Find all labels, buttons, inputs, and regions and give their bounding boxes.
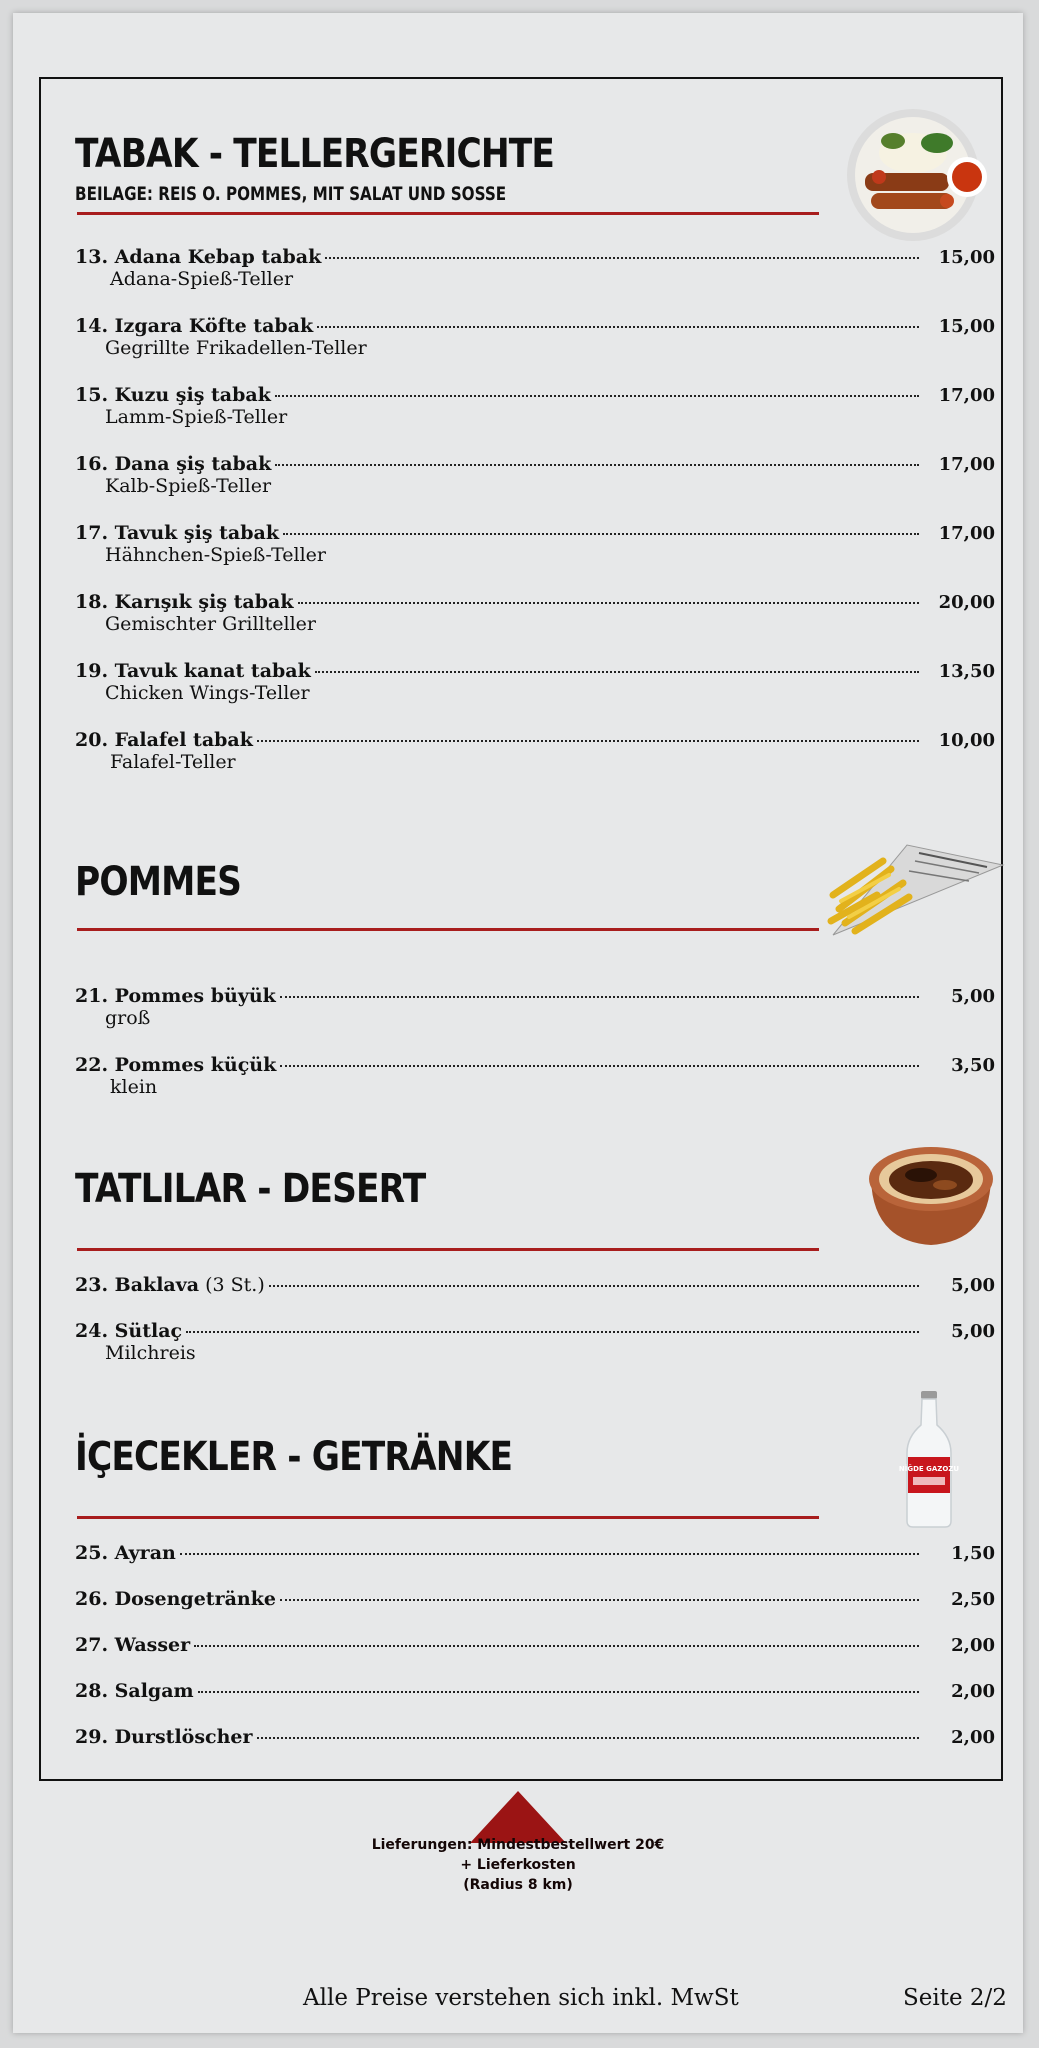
item-name: 29. Durstlöscher bbox=[75, 1726, 253, 1748]
bottle-label-text: NİĞDE GAZOZU bbox=[899, 1465, 959, 1473]
dot-leader bbox=[186, 1331, 919, 1333]
menu-item bbox=[75, 729, 995, 773]
menu-item bbox=[75, 315, 995, 359]
item-price: 2,00 bbox=[951, 1681, 995, 1702]
dot-leader bbox=[315, 671, 919, 673]
menu-item bbox=[75, 1274, 995, 1296]
item-price: 2,00 bbox=[951, 1727, 995, 1748]
menu-item bbox=[75, 1320, 995, 1364]
dot-leader bbox=[257, 1737, 919, 1739]
item-name: 23. Baklava bbox=[75, 1274, 200, 1296]
dot-leader bbox=[298, 602, 920, 604]
menu-item bbox=[75, 384, 995, 428]
item-subtitle: Lamm-Spieß-Teller bbox=[105, 406, 288, 428]
section-title-tabak: TABAK - TELLERGERICHTE bbox=[75, 131, 555, 177]
item-subtitle: Chicken Wings-Teller bbox=[105, 682, 310, 704]
menu-item bbox=[75, 591, 995, 635]
dot-leader bbox=[283, 533, 919, 535]
menu-item bbox=[75, 453, 995, 497]
item-subtitle: Adana-Spieß-Teller bbox=[110, 268, 294, 290]
dot-leader bbox=[257, 740, 919, 742]
fries-cone-image bbox=[819, 839, 1005, 949]
dot-leader bbox=[325, 257, 919, 259]
item-subtitle: klein bbox=[110, 1076, 158, 1098]
item-subtitle: Gegrillte Frikadellen-Teller bbox=[105, 337, 367, 359]
item-price: 20,00 bbox=[938, 592, 995, 613]
rice-pudding-image bbox=[863, 1139, 999, 1251]
dot-leader bbox=[275, 395, 919, 397]
dot-leader bbox=[280, 996, 919, 998]
menu-item bbox=[75, 985, 995, 1029]
item-price: 2,00 bbox=[951, 1635, 995, 1656]
section-title-pommes: POMMES bbox=[75, 859, 242, 905]
item-name: 16. Dana şiş tabak bbox=[75, 453, 272, 475]
item-subtitle: groß bbox=[105, 1007, 151, 1029]
dot-leader bbox=[198, 1691, 919, 1693]
item-price: 17,00 bbox=[938, 385, 995, 406]
item-price: 5,00 bbox=[951, 1275, 995, 1296]
item-name: 24. Sütlaç bbox=[75, 1320, 183, 1342]
section-subtitle-tabak: BEILAGE: REIS O. POMMES, MIT SALAT UND SOSSE bbox=[75, 183, 507, 205]
bottle-image bbox=[899, 1389, 959, 1529]
item-subtitle: Gemischter Grillteller bbox=[105, 613, 316, 635]
kebab-plate-image bbox=[839, 105, 991, 245]
dot-leader bbox=[275, 464, 919, 466]
section-rule-tabak bbox=[77, 212, 819, 215]
section-title-icecekler: İÇECEKLER - GETRÄNKE bbox=[75, 1434, 513, 1480]
item-subtitle: Kalb-Spieß-Teller bbox=[105, 475, 272, 497]
dot-leader bbox=[280, 1065, 919, 1067]
item-name: 26. Dosengetränke bbox=[75, 1588, 276, 1610]
item-name: 13. Adana Kebap tabak bbox=[75, 246, 322, 268]
item-price: 17,00 bbox=[938, 523, 995, 544]
item-name: 14. Izgara Köfte tabak bbox=[75, 315, 314, 337]
menu-item bbox=[75, 1680, 995, 1702]
item-extra: (3 St.) bbox=[205, 1274, 265, 1296]
item-name: 20. Falafel tabak bbox=[75, 729, 253, 751]
price-note: Alle Preise verstehen sich inkl. MwSt bbox=[303, 1985, 739, 2011]
item-name: 22. Pommes küçük bbox=[75, 1054, 277, 1076]
item-price: 5,00 bbox=[951, 986, 995, 1007]
menu-item bbox=[75, 1588, 995, 1610]
dot-leader bbox=[269, 1285, 919, 1287]
item-subtitle: Milchreis bbox=[105, 1342, 196, 1364]
dot-leader bbox=[280, 1599, 919, 1601]
dot-leader bbox=[317, 326, 919, 328]
menu-item bbox=[75, 1726, 995, 1748]
menu-item bbox=[75, 246, 995, 290]
item-name: 19. Tavuk kanat tabak bbox=[75, 660, 311, 682]
item-name: 21. Pommes büyük bbox=[75, 985, 276, 1007]
item-price: 1,50 bbox=[951, 1543, 995, 1564]
item-name: 28. Salgam bbox=[75, 1680, 194, 1702]
menu-page bbox=[13, 13, 1023, 2033]
menu-item bbox=[75, 1054, 995, 1098]
item-subtitle: Hähnchen-Spieß-Teller bbox=[105, 544, 327, 566]
dot-leader bbox=[180, 1553, 919, 1555]
item-price: 2,50 bbox=[951, 1589, 995, 1610]
delivery-badge-text bbox=[368, 1835, 668, 1895]
item-price: 3,50 bbox=[951, 1055, 995, 1076]
menu-item bbox=[75, 660, 995, 704]
item-price: 17,00 bbox=[938, 454, 995, 475]
delivery-radius: (Radius 8 km) bbox=[463, 1877, 573, 1893]
item-name: 18. Karışık şiş tabak bbox=[75, 591, 294, 613]
section-rule-pommes bbox=[77, 928, 819, 931]
menu-item bbox=[75, 1542, 995, 1564]
section-title-tatlilar: TATLILAR - DESERT bbox=[75, 1166, 426, 1212]
delivery-cost: + Lieferkosten bbox=[460, 1857, 576, 1873]
item-name: 15. Kuzu şiş tabak bbox=[75, 384, 271, 406]
page-number: Seite 2/2 bbox=[903, 1985, 1007, 2011]
item-name: 17. Tavuk şiş tabak bbox=[75, 522, 280, 544]
item-name: 27. Wasser bbox=[75, 1634, 191, 1656]
item-name: 25. Ayran bbox=[75, 1542, 176, 1564]
section-rule-tatlilar bbox=[77, 1248, 819, 1251]
section-rule-icecekler bbox=[77, 1516, 819, 1519]
menu-item bbox=[75, 522, 995, 566]
item-subtitle: Falafel-Teller bbox=[110, 751, 236, 773]
item-price: 10,00 bbox=[938, 730, 995, 751]
menu-item bbox=[75, 1634, 995, 1656]
item-price: 15,00 bbox=[938, 316, 995, 337]
item-price: 13,50 bbox=[938, 661, 995, 682]
dot-leader bbox=[194, 1645, 919, 1647]
delivery-min-order: Lieferungen: Mindestbestellwert 20€ bbox=[371, 1837, 665, 1853]
item-price: 5,00 bbox=[951, 1321, 995, 1342]
item-price: 15,00 bbox=[938, 247, 995, 268]
